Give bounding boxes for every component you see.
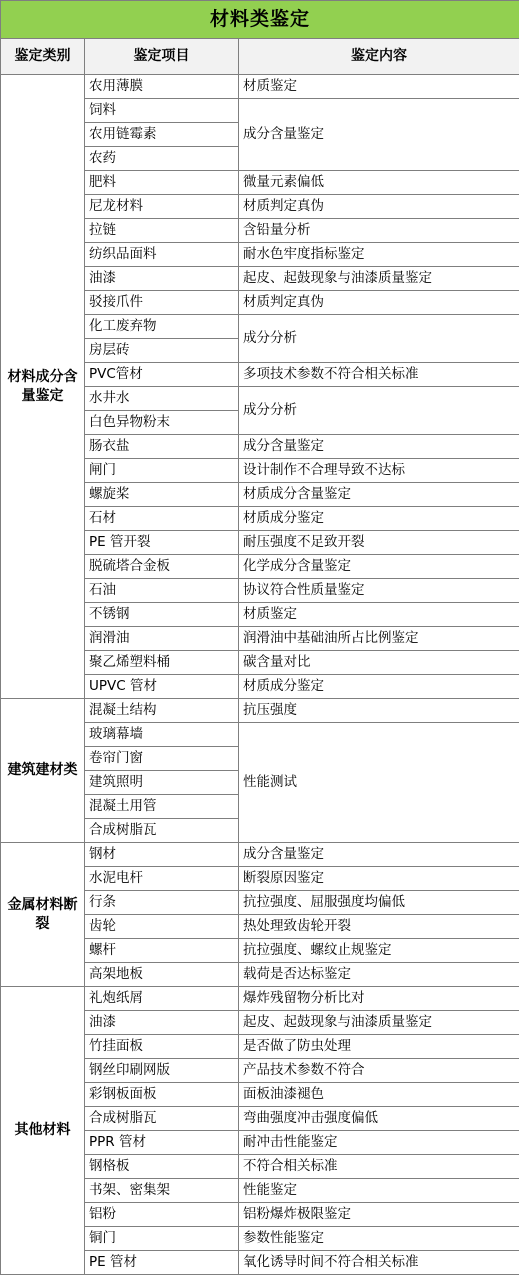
item-cell: 合成树脂瓦 [85, 1107, 239, 1131]
item-cell: 建筑照明 [85, 771, 239, 795]
content-cell: 热处理致齿轮开裂 [239, 915, 519, 939]
content-cell: 成分含量鉴定 [239, 435, 519, 459]
content-cell: 含铅量分析 [239, 219, 519, 243]
item-cell: PE 管开裂 [85, 531, 239, 555]
item-cell: 书架、密集架 [85, 1179, 239, 1203]
item-cell: 石油 [85, 579, 239, 603]
content-cell: 抗拉强度、螺纹止规鉴定 [239, 939, 519, 963]
item-cell: 钢材 [85, 843, 239, 867]
item-cell: 房层砖 [85, 339, 239, 363]
content-cell: 爆炸残留物分析比对 [239, 987, 519, 1011]
header-content: 鉴定内容 [239, 39, 519, 75]
table-row [1, 843, 519, 867]
item-cell: 不锈钢 [85, 603, 239, 627]
content-cell: 化学成分含量鉴定 [239, 555, 519, 579]
content-cell: 成分分析 [239, 387, 519, 435]
content-cell: 多项技术参数不符合相关标准 [239, 363, 519, 387]
item-cell: 水泥电杆 [85, 867, 239, 891]
table-title: 材料类鉴定 [1, 1, 519, 39]
content-cell: 耐水色牢度指标鉴定 [239, 243, 519, 267]
content-cell: 材质成分鉴定 [239, 507, 519, 531]
category-cell: 材料成分含量鉴定 [1, 75, 85, 699]
content-cell: 成分分析 [239, 315, 519, 363]
item-cell: 驳接爪件 [85, 291, 239, 315]
item-cell: 农药 [85, 147, 239, 171]
item-cell: 卷帘门窗 [85, 747, 239, 771]
item-cell: 闸门 [85, 459, 239, 483]
item-cell: 油漆 [85, 267, 239, 291]
item-cell: 钢丝印刷网版 [85, 1059, 239, 1083]
item-cell: 肥料 [85, 171, 239, 195]
content-cell: 铝粉爆炸极限鉴定 [239, 1203, 519, 1227]
item-cell: 混凝土结构 [85, 699, 239, 723]
content-cell: 性能鉴定 [239, 1179, 519, 1203]
header-item: 鉴定项目 [85, 39, 239, 75]
content-cell: 性能测试 [239, 723, 519, 843]
item-cell: 聚乙烯塑料桶 [85, 651, 239, 675]
item-cell: 混凝土用管 [85, 795, 239, 819]
content-cell: 材质成分含量鉴定 [239, 483, 519, 507]
content-cell: 微量元素偏低 [239, 171, 519, 195]
item-cell: 铝粉 [85, 1203, 239, 1227]
item-cell: 礼炮纸屑 [85, 987, 239, 1011]
content-cell: 弯曲强度冲击强度偏低 [239, 1107, 519, 1131]
header-category: 鉴定类别 [1, 39, 85, 75]
item-cell: 高架地板 [85, 963, 239, 987]
content-cell: 起皮、起鼓现象与油漆质量鉴定 [239, 267, 519, 291]
content-cell: 耐压强度不足致开裂 [239, 531, 519, 555]
item-cell: UPVC 管材 [85, 675, 239, 699]
content-cell: 抗压强度 [239, 699, 519, 723]
content-cell: 材质成分鉴定 [239, 675, 519, 699]
content-cell: 是否做了防虫处理 [239, 1035, 519, 1059]
content-cell: 材质判定真伪 [239, 291, 519, 315]
item-cell: 螺旋桨 [85, 483, 239, 507]
item-cell: 彩钢板面板 [85, 1083, 239, 1107]
item-cell: PVC管材 [85, 363, 239, 387]
content-cell: 材质鉴定 [239, 603, 519, 627]
content-cell: 耐冲击性能鉴定 [239, 1131, 519, 1155]
item-cell: 合成树脂瓦 [85, 819, 239, 843]
content-cell: 载荷是否达标鉴定 [239, 963, 519, 987]
content-cell: 抗拉强度、屈服强度均偏低 [239, 891, 519, 915]
content-cell: 起皮、起鼓现象与油漆质量鉴定 [239, 1011, 519, 1035]
item-cell: 脱硫塔合金板 [85, 555, 239, 579]
item-cell: 螺杆 [85, 939, 239, 963]
item-cell: 肠衣盐 [85, 435, 239, 459]
content-cell: 断裂原因鉴定 [239, 867, 519, 891]
item-cell: 油漆 [85, 1011, 239, 1035]
item-cell: PE 管材 [85, 1251, 239, 1275]
table-row [1, 75, 519, 99]
item-cell: 石材 [85, 507, 239, 531]
item-cell: 农用薄膜 [85, 75, 239, 99]
item-cell: 拉链 [85, 219, 239, 243]
header-row [1, 39, 519, 75]
content-cell: 产品技术参数不符合 [239, 1059, 519, 1083]
item-cell: 纺织品面料 [85, 243, 239, 267]
item-cell: 行条 [85, 891, 239, 915]
content-cell: 设计制作不合理导致不达标 [239, 459, 519, 483]
item-cell: 润滑油 [85, 627, 239, 651]
category-cell: 金属材料断裂 [1, 843, 85, 987]
content-cell: 参数性能鉴定 [239, 1227, 519, 1251]
item-cell: 水井水 [85, 387, 239, 411]
item-cell: 白色异物粉末 [85, 411, 239, 435]
category-cell: 建筑建材类 [1, 699, 85, 843]
item-cell: 农用链霉素 [85, 123, 239, 147]
item-cell: 化工废弃物 [85, 315, 239, 339]
content-cell: 不符合相关标准 [239, 1155, 519, 1179]
item-cell: 玻璃幕墙 [85, 723, 239, 747]
content-cell: 材质判定真伪 [239, 195, 519, 219]
table-row [1, 987, 519, 1011]
item-cell: 竹挂面板 [85, 1035, 239, 1059]
title-row [1, 1, 519, 39]
item-cell: 尼龙材料 [85, 195, 239, 219]
content-cell: 材质鉴定 [239, 75, 519, 99]
content-cell: 协议符合性质量鉴定 [239, 579, 519, 603]
category-cell: 其他材料 [1, 987, 85, 1275]
item-cell: 铜门 [85, 1227, 239, 1251]
table-row [1, 699, 519, 723]
table-body [1, 1, 519, 1275]
content-cell: 碳含量对比 [239, 651, 519, 675]
content-cell: 面板油漆褪色 [239, 1083, 519, 1107]
item-cell: 钢格板 [85, 1155, 239, 1179]
item-cell: 饲料 [85, 99, 239, 123]
item-cell: 齿轮 [85, 915, 239, 939]
content-cell: 成分含量鉴定 [239, 99, 519, 171]
content-cell: 氧化诱导时间不符合相关标准 [239, 1251, 519, 1275]
content-cell: 润滑油中基础油所占比例鉴定 [239, 627, 519, 651]
item-cell: PPR 管材 [85, 1131, 239, 1155]
content-cell: 成分含量鉴定 [239, 843, 519, 867]
